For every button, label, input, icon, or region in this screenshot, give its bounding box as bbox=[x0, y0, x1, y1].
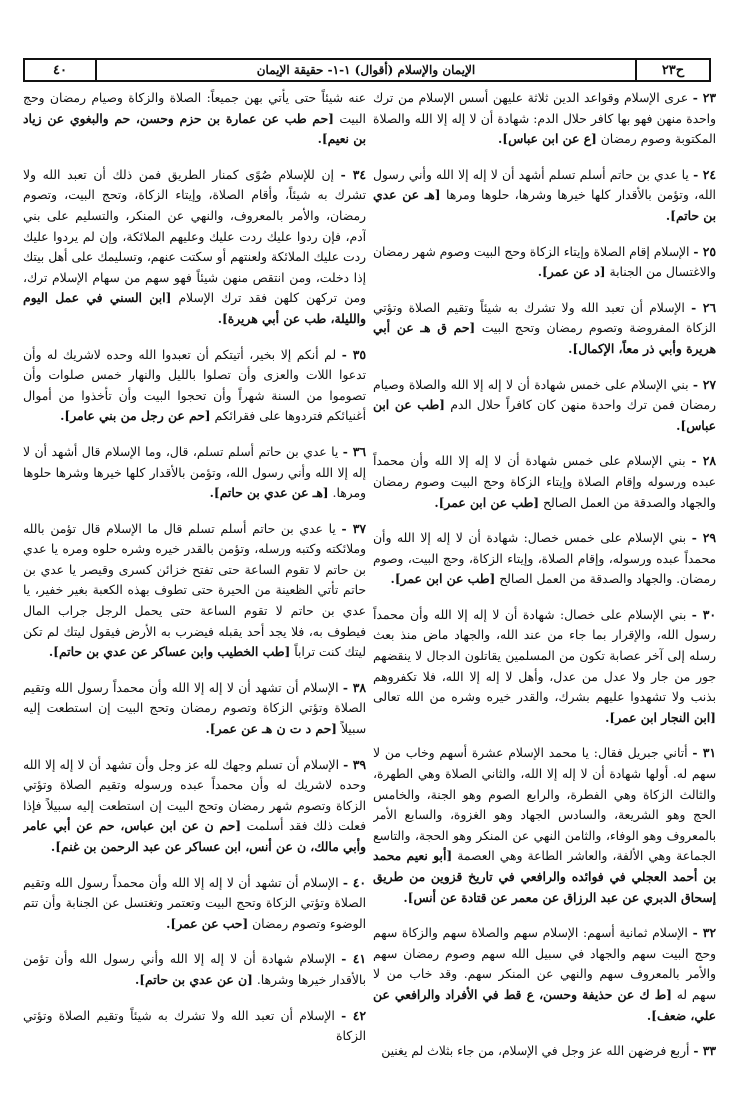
page-code: ح٢٣ bbox=[635, 60, 709, 80]
hadith-reference: [حم ن عن ابن عباس، حم عن أبي عامر وأبي مالك، ن عن أنس، ابن عساكر عن عبد الرحمن بن غنم]. bbox=[23, 818, 366, 854]
hadith-entry bbox=[373, 375, 716, 437]
hadith-entry bbox=[23, 873, 366, 935]
running-title: الإيمان والإسلام (أقوال) ١-١- حقيقة الإيمان bbox=[95, 60, 635, 80]
hadith-text: يا عدي بن حاتم أسلم تسلم أشهد أن لا إله إلا الله وأني رسول الله، وتؤمن بالأقدار كلها خيرها وشرها، حلوها ومرها bbox=[373, 167, 716, 203]
hadith-text: بني الإسلام على خمس شهادة أن لا إله إلا الله وأن محمداً عبده ورسوله وإقام الصلاة وإيتاء الزكاة وحج البيت وصوم رمضان والجهاد والصدقة من العمل الصالح bbox=[373, 454, 716, 510]
hadith-number: ٣٣ - bbox=[693, 1043, 716, 1059]
hadith-text: أربع فرضهن الله عز وجل في الإسلام، من جاء بثلاث لم يغنين bbox=[381, 1044, 690, 1059]
hadith-reference: [حب عن عمر]. bbox=[166, 915, 249, 931]
hadith-entry bbox=[373, 923, 716, 1026]
hadith-number: ٤١ - bbox=[341, 951, 366, 967]
hadith-entry bbox=[373, 451, 716, 513]
hadith-text: إن للإسلام صُوًى كمنار الطريق فمن ذلك أن تعبد الله ولا تشرك به شيئاً، وأقام الصلاة، وإيتاء الزكاة، وتحج البيت، وتصوم رمضان، والأمر بالمعروف، والنهي عن المنكر، والتسليم على بني آدم، فإن ردوا عليك ردت عليك وعليهم الملائكة، وإن لم يردوا عليك ردت عليك الملائكة ولعنتهم أو سكتت عنهم، وتسليمك على أهل بيتك إذا دخلت، ومن انتقص منهن شيئاً فهو سهم من سهام الإسلام ترك، ومن تركهن كلهن فقد ترك الإسلام bbox=[23, 167, 366, 306]
hadith-entry bbox=[23, 442, 366, 504]
hadith-reference: [هـ عن عدي بن حاتم]. bbox=[209, 485, 329, 501]
hadith-text: لم أنكم إلا بخير، أتيتكم أن تعبدوا الله وحده لاشريك له وأن تدعوا اللات والعزى وأن تصلوا بالليل والنهار خمس صلوات وأن تصوموا من السنة شهراً وأن تحجوا البيت وأن تأخذوا من أموال أغنيائكم فتردوها على فقرائكم bbox=[23, 347, 366, 424]
hadith-number: ٣٠ - bbox=[691, 606, 716, 622]
hadith-entry bbox=[373, 528, 716, 590]
hadith-entry bbox=[23, 949, 366, 990]
hadith-text: عنه شيئاً حتى يأتي بهن جميعاً: الصلاة والزكاة وصيام رمضان وحج البيت bbox=[23, 91, 366, 126]
hadith-entry bbox=[23, 345, 366, 427]
hadith-reference: [ن عن عدي بن حاتم]. bbox=[134, 971, 253, 987]
left-text-column bbox=[23, 88, 366, 1100]
page-number: ٤٠ bbox=[53, 62, 67, 78]
hadith-entry bbox=[373, 88, 716, 150]
hadith-text: أتاني جبريل فقال: يا محمد الإسلام عشرة أسهم وخاب من لا سهم له. أولها شهادة أن لا إله إلا الله، والثاني الصلاة وهي الطهرة، والثالث الزكاة وهي الفطرة، والرابع الصوم وهو الجنة، والخامس الحج وهو الشريعة، والسادس الجهاد وهو الغزوة، والسابع الأمر بالمعروف وهو الوفاء، والثامن النهي عن المنكر وهو الحجة، والتاسع الجماعة وهي الألفة، والعاشر الطاعة وهي العصمة bbox=[373, 746, 716, 864]
hadith-entry bbox=[23, 88, 366, 150]
hadith-number: ٤٠ - bbox=[342, 874, 366, 890]
hadith-number: ٣٤ - bbox=[340, 166, 366, 182]
hadith-text: عرى الإسلام وقواعد الدين ثلاثة عليهن أسس الإسلام من ترك واحدة منهن فهو بها كافر حلال الدم: شهادة أن لا إله إلا الله والصلاة المكتوبة وصوم رمضان bbox=[373, 91, 716, 147]
hadith-number: ٣٥ - bbox=[341, 346, 366, 362]
hadith-text: الإسلام أن تعبد الله ولا تشرك به شيئاً وتقيم الصلاة وتؤتي الزكاة المفروضة وتصوم رمضان وتحج البيت bbox=[373, 300, 716, 336]
hadith-text: الإسلام أن تشهد أن لا إله إلا الله وأن محمداً رسول الله وتقيم الصلاة وتؤتي الزكاة وتحج البيت وتعتمر وتغتسل عن الجنابة وأن تتم الوضوء وتصوم رمضان bbox=[23, 875, 366, 931]
hadith-number: ٢٨ - bbox=[691, 453, 716, 469]
hadith-reference: [ع عن ابن عباس]. bbox=[497, 131, 597, 147]
hadith-entry bbox=[23, 519, 366, 663]
hadith-entry bbox=[373, 298, 716, 360]
hadith-number: ٢٦ - bbox=[691, 299, 716, 315]
hadith-number: ٣١ - bbox=[692, 745, 716, 761]
hadith-number: ٢٥ - bbox=[693, 243, 716, 259]
hadith-text: بني الإسلام على خصال: شهادة أن لا إله إلا الله وأن محمداً رسول الله، والإقرار بما جاء من عند الله، والجهاد ماض منذ بعث رسله إلى آخر عصابة تكون من المسلمين يقاتلون الدجال لا ينقضهم جور من جار ولا عدل من عدل، وأهل لا إله إلا الله، فلا تكفروهم بذنب ولا تشهدوا عليهم بشرك، والقدر خيره وشره من الله تعالى bbox=[373, 607, 716, 705]
hadith-reference: [أبو نعيم محمد بن أحمد العجلي في فوائده والرافعي في تاريخ قزوين من طريق إسحاق الدبري عن عبد الرزاق عن معمر عن قتادة عن أنس]. bbox=[373, 848, 716, 905]
hadith-text: بني الإسلام على خمس خصال: شهادة أن لا إله إلا الله وأن محمداً عبده ورسوله، وإقام الصلاة، وإيتاء الزكاة، وحج البيت، وصوم رمضان. والجهاد والصدقة من العمل الصالح bbox=[373, 531, 716, 587]
hadith-number: ٣٦ - bbox=[342, 443, 366, 459]
hadith-entry bbox=[23, 678, 366, 740]
hadith-text: يا عدي بن حاتم أسلم تسلم قال ما الإسلام قال تؤمن بالله وملائكته وكتبه ورسله، وتؤمن بالقدر خيره وشره حلوه ومره يا عدي بن حاتم لا تقوم الساعة حتى تفتح خزائن كسرى وقيصر يا عدي بن حاتم تأتي الظعينة من الحيرة حتى تطوف بهذه الكعبة بغير خفير، يا عدي بن حاتم لا تقوم الساعة حتى يحمل الرجل جراب المال فيطوف به، فلا يجد أحد يقبله فيضرب به الأرض فيقول ليتك لم تكن ليتك كنت تراباً bbox=[23, 521, 366, 660]
hadith-reference: [ط ك عن حذيفة وحسن، ع قط في الأفراد والرافعي عن علي، ضعف]. bbox=[373, 986, 716, 1023]
hadith-entry bbox=[23, 1006, 366, 1047]
hadith-reference: [طب الخطيب وابن عساكر عن عدي بن حاتم]. bbox=[48, 644, 291, 660]
hadith-text: بني الإسلام على خمس شهادة أن لا إله إلا الله والصلاة وصيام رمضان فمن ترك واحدة منهن كان كافراً حلال الدم bbox=[373, 377, 716, 413]
right-text-column bbox=[373, 88, 716, 1100]
hadith-number: ٢٩ - bbox=[691, 530, 716, 546]
hadith-number: ٣٨ - bbox=[342, 679, 366, 695]
hadith-entry bbox=[373, 743, 716, 908]
hadith-reference: [هـ عن عدي بن حاتم]. bbox=[373, 187, 716, 223]
hadith-number: ٢٧ - bbox=[692, 376, 716, 392]
hadith-text: الإسلام أن تعبد الله ولا تشرك به شيئاً وتقيم الصلاة وتؤتي الزكاة bbox=[23, 1008, 366, 1044]
page-header bbox=[23, 58, 711, 82]
hadith-reference: [ابن السني في عمل اليوم والليلة، طب عن أبي هريرة]. bbox=[23, 290, 366, 326]
hadith-reference: [طب عن ابن عباس]. bbox=[373, 397, 716, 433]
hadith-reference: [حم عن رجل من بني عامر]. bbox=[60, 408, 211, 424]
hadith-number: ٢٣ - bbox=[692, 90, 716, 105]
hadith-reference: [طب عن ابن عمر]. bbox=[390, 571, 496, 587]
hadith-reference: [ابن النجار ابن عمر]. bbox=[605, 709, 716, 725]
hadith-entry bbox=[373, 1041, 716, 1062]
hadith-reference: [حم ق هـ عن أبي هريرة وأبي ذر معاً، الإكمال]. bbox=[373, 320, 716, 356]
hadith-reference: [د عن عمر]. bbox=[537, 264, 606, 280]
hadith-text: الإسلام شهادة أن لا إله إلا الله وأني رسول الله وأن تؤمن بالأقدار خيرها وشرها. bbox=[23, 952, 366, 987]
hadith-number: ٣٩ - bbox=[343, 756, 366, 772]
hadith-reference: [طب عن ابن عمر]. bbox=[434, 494, 540, 510]
hadith-entry bbox=[373, 242, 716, 283]
hadith-entry bbox=[23, 755, 366, 858]
hadith-number: ٤٢ - bbox=[341, 1007, 366, 1023]
hadith-number: ٢٤ - bbox=[693, 166, 716, 182]
hadith-text: الإسلام ثمانية أسهم: الإسلام سهم والصلاة سهم والزكاة سهم وحج البيت سهم والجهاد في سبيل الله سهم وصوم رمضان سهم والأمر بالمعروف سهم والنهي عن المنكر سهم. وقد خاب من لا سهم له bbox=[373, 926, 716, 1002]
hadith-entry bbox=[373, 165, 716, 227]
hadith-number: ٣٢ - bbox=[692, 925, 716, 941]
hadith-reference: [حم د ت ن هـ عن عمر]. bbox=[205, 721, 338, 737]
hadith-reference: [حم طب عن عمارة بن حزم وحسن، حم والبغوي عن زياد بن نعيم]. bbox=[23, 110, 366, 147]
hadith-entry bbox=[373, 605, 716, 729]
hadith-entry bbox=[23, 165, 366, 330]
hadith-text: الإسلام إقام الصلاة وإيتاء الزكاة وحج البيت وصوم شهر رمضان والاغتسال من الجنابة bbox=[373, 244, 716, 280]
hadith-text: الإسلام أن تسلم وجهك لله عز وجل وأن تشهد أن لا إله إلا الله وحده لاشريك له وأن محمداً عبده ورسوله وتقيم الصلاة وتؤتي الزكاة وتصوم شهر رمضان وتحج البيت إن استطعت إليه سبيلاً فإذا فعلت ذلك فقد أسلمت bbox=[23, 757, 366, 834]
hadith-text: يا عدي بن حاتم أسلم تسلم، قال، وما الإسلام قال أشهد أن لا إله إلا الله وأني رسول الله، وتؤمن بالأقدار كلها خيرها وشرها حلوها ومرها. bbox=[23, 444, 366, 501]
hadith-number: ٣٧ - bbox=[341, 520, 366, 536]
hadith-text: الإسلام أن تشهد أن لا إله إلا الله وأن محمداً رسول الله وتقيم الصلاة وتؤتي الزكاة وتصوم رمضان وتحج البيت إن استطعت إليه سبيلاً bbox=[23, 680, 366, 737]
